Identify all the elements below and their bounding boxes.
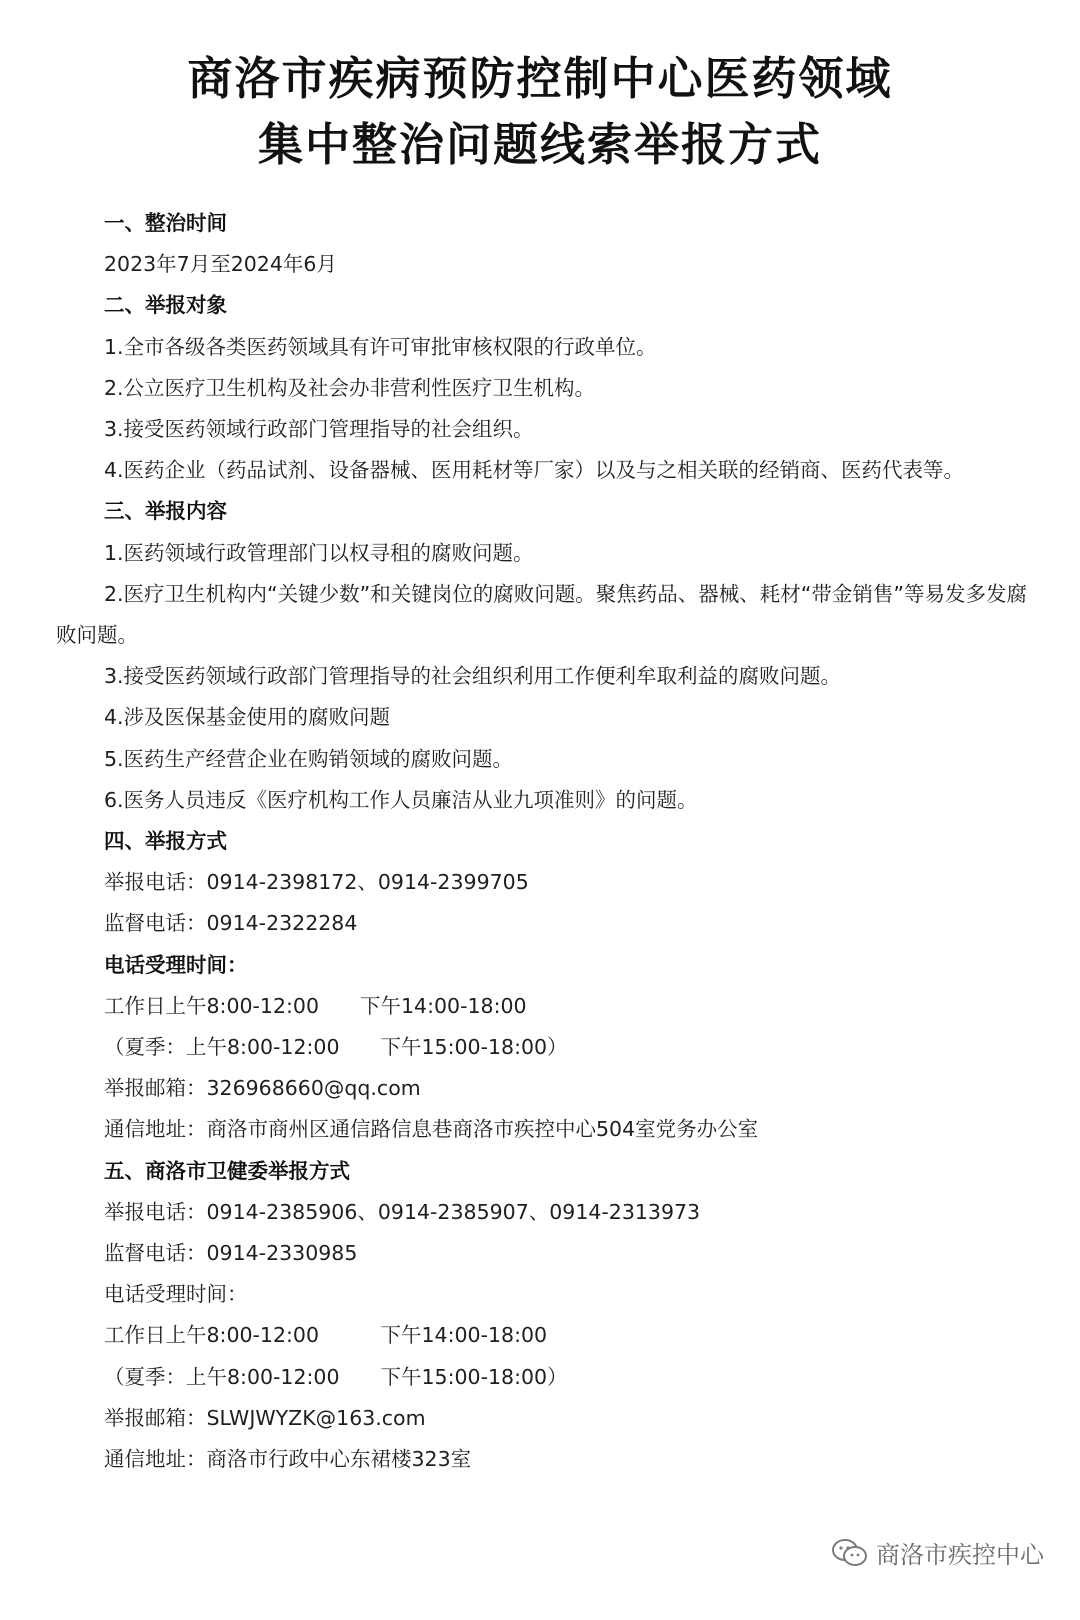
body-line: 通信地址：商洛市商州区通信路信息巷商洛市疾控中心504室党务办公室 [104, 1117, 759, 1142]
body-line: 2.公立医疗卫生机构及社会办非营利性医疗卫生机构。 [104, 375, 596, 400]
body-line: 举报邮箱：SLWJWYZK@163.com [104, 1405, 426, 1430]
section-heading: 四、举报方式 [104, 829, 227, 854]
body-line: 工作日上午8:00-12:00 下午14:00-18:00 [104, 993, 527, 1018]
document-title [0, 46, 1080, 178]
section-heading: 五、商洛市卫健委举报方式 [104, 1158, 350, 1183]
body-line: 工作日上午8:00-12:00 下午14:00-18:00 [104, 1323, 548, 1348]
body-line: 1.医药领域行政管理部门以权寻租的腐败问题。 [104, 540, 534, 565]
body-line: 监督电话：0914-2330985 [104, 1241, 358, 1266]
body-line: 4.医药企业（药品试剂、设备器械、医用耗材等厂家）以及与之相关联的经销商、医药代表等。 [104, 458, 965, 483]
section-heading: 二、举报对象 [104, 293, 227, 318]
section-heading: 三、举报内容 [104, 499, 227, 524]
body-line: 6.医务人员违反《医疗机构工作人员廉洁从业九项准则》的问题。 [104, 787, 698, 812]
watermark-text: 商洛市疾控中心 [876, 1541, 1044, 1569]
title-line-1: 商洛市疾病预防控制中心医药领域 [187, 52, 893, 105]
section-heading: 一、整治时间 [104, 211, 227, 235]
document-body [56, 203, 1028, 1480]
body-line: 2023年7月至2024年6月 [104, 252, 337, 277]
body-line: 举报电话：0914-2398172、0914-2399705 [104, 870, 529, 895]
body-line: （夏季：上午8:00-12:00 下午15:00-18:00） [104, 1035, 568, 1060]
body-line: 2.医疗卫生机构内“关键少数”和关键岗位的腐败问题。聚焦药品、器械、耗材“带金销售”等易发多发腐败问题。 [56, 581, 1028, 648]
body-line: 通信地址：商洛市行政中心东裙楼323室 [104, 1447, 472, 1472]
body-line: 监督电话：0914-2322284 [104, 911, 358, 936]
body-line: 举报邮箱：326968660@qq.com [104, 1076, 421, 1101]
body-line: 举报电话：0914-2385906、0914-2385907、0914-2313973 [104, 1199, 701, 1224]
section-heading: 电话受理时间： [104, 952, 248, 977]
body-line: 3.接受医药领域行政部门管理指导的社会组织利用工作便利牟取利益的腐败问题。 [104, 664, 842, 689]
wechat-icon [832, 1538, 868, 1568]
body-line: 电话受理时间： [104, 1282, 248, 1307]
body-line: 5.医药生产经营企业在购销领域的腐败问题。 [104, 746, 514, 771]
body-line: （夏季：上午8:00-12:00 下午15:00-18:00） [104, 1364, 568, 1389]
body-line: 3.接受医药领域行政部门管理指导的社会组织。 [104, 417, 534, 442]
body-line: 4.涉及医保基金使用的腐败问题 [104, 705, 391, 730]
body-line: 1.全市各级各类医药领域具有许可审批审核权限的行政单位。 [104, 334, 657, 359]
title-line-2: 集中整治问题线索举报方式 [257, 118, 822, 171]
watermark [832, 1535, 1044, 1570]
